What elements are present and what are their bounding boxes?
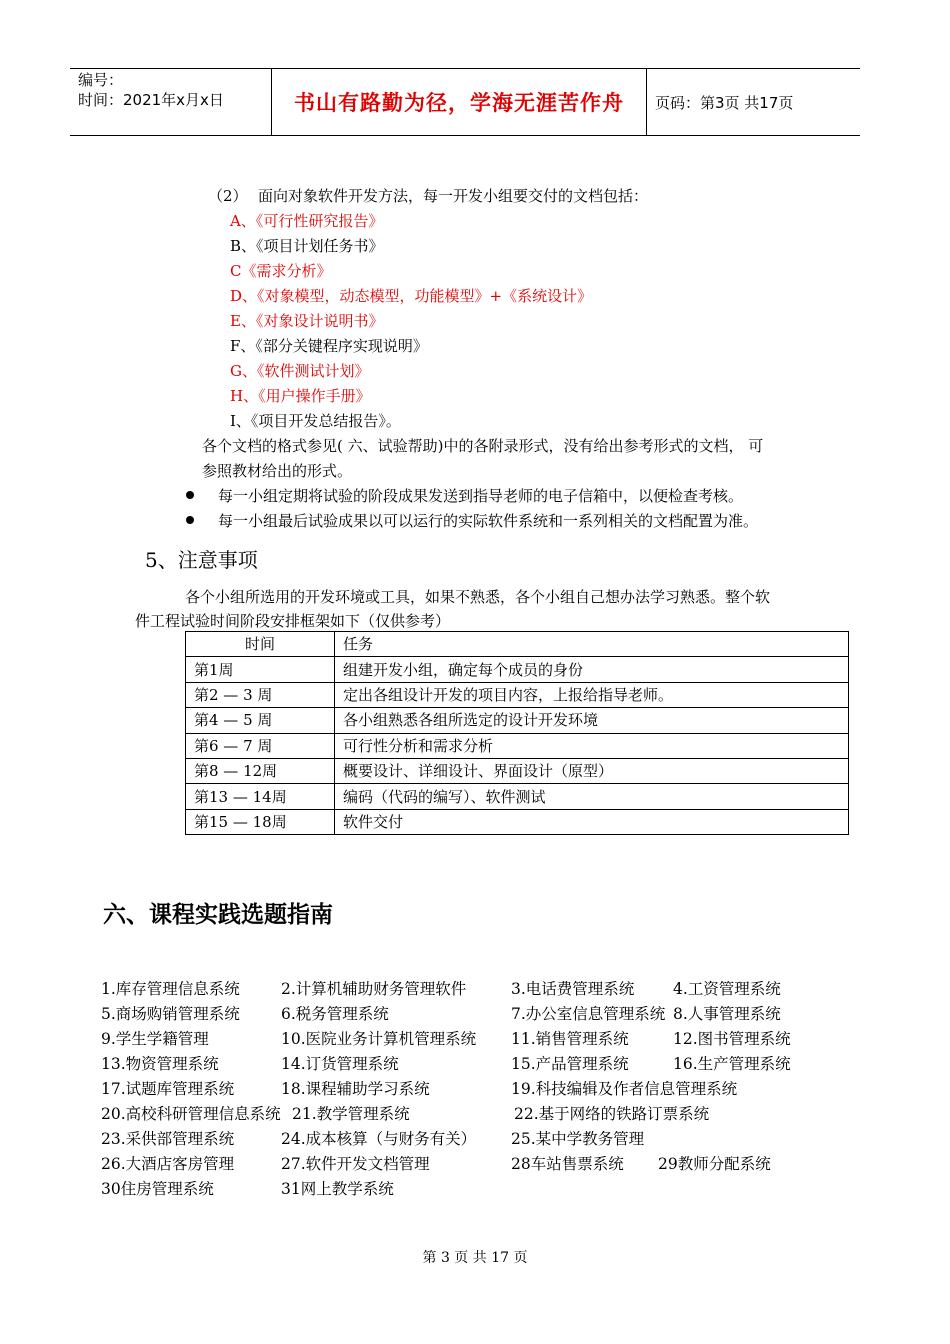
topic-item: 7.办公室信息管理系统 bbox=[511, 1005, 666, 1023]
table-cell-time: 第4 — 5 周 bbox=[186, 708, 335, 733]
table-cell-task: 组建开发小组，确定每个成员的身份 bbox=[335, 657, 849, 682]
topic-item: 13.物资管理系统 bbox=[101, 1055, 219, 1073]
table-header-time: 时间 bbox=[186, 632, 335, 657]
format-note-line-1: 各个文档的格式参见( 六、试验帮助)中的各附录形式，没有给出参考形式的文档， 可 bbox=[202, 437, 764, 455]
table-cell-task: 软件交付 bbox=[335, 809, 849, 834]
table-row bbox=[186, 708, 849, 733]
topic-item: 24.成本核算（与财务有关） bbox=[281, 1130, 477, 1148]
table-cell-time: 第1周 bbox=[186, 657, 335, 682]
doc-item-b: B、《项目计划任务书》 bbox=[230, 237, 384, 255]
doc-item-c: C《需求分析》 bbox=[230, 262, 332, 280]
doc-item-f: F、《部分关键程序实现说明》 bbox=[230, 337, 428, 355]
table-header-row bbox=[186, 632, 849, 657]
topic-item: 27.软件开发文档管理 bbox=[281, 1155, 430, 1173]
deliverables-intro: 面向对象软件开发方法，每一开发小组要交付的文档包括： bbox=[258, 187, 649, 205]
page-footer: 第 3 页 共 17 页 bbox=[422, 1250, 528, 1266]
table-cell-task: 各小组熟悉各组所选定的设计开发环境 bbox=[335, 708, 849, 733]
bullet-text: 每一小组定期将试验的阶段成果发送到指导老师的电子信箱中，以便检查考核。 bbox=[218, 487, 744, 505]
format-note-line-2: 参照教材给出的形式。 bbox=[202, 462, 353, 480]
table-cell-time: 第6 — 7 周 bbox=[186, 733, 335, 758]
table-cell-task: 编码（代码的编写）、软件测试 bbox=[335, 784, 849, 809]
table-row bbox=[186, 784, 849, 809]
table-cell-time: 第2 — 3 周 bbox=[186, 682, 335, 707]
table-cell-time: 第8 — 12周 bbox=[186, 758, 335, 783]
header-bottom-rule bbox=[70, 135, 860, 136]
topic-item: 1.库存管理信息系统 bbox=[101, 980, 240, 998]
topic-item: 3.电话费管理系统 bbox=[511, 980, 635, 998]
table-cell-time: 第13 — 14周 bbox=[186, 784, 335, 809]
topic-item: 29教师分配系统 bbox=[658, 1155, 771, 1173]
header-page-number: 页码：第3页 共17页 bbox=[655, 94, 794, 112]
topic-item: 18.课程辅助学习系统 bbox=[281, 1080, 430, 1098]
topic-item: 15.产品管理系统 bbox=[511, 1055, 629, 1073]
topic-item: 10.医院业务计算机管理系统 bbox=[281, 1030, 477, 1048]
header-divider-right bbox=[646, 68, 647, 135]
bullet-text: 每一小组最后试验成果以可以运行的实际软件系统和一系列相关的文档配置为准。 bbox=[218, 512, 759, 530]
topic-item: 11.销售管理系统 bbox=[511, 1030, 629, 1048]
topic-item: 26.大酒店客房管理 bbox=[101, 1155, 235, 1173]
topic-item: 25.某中学教务管理 bbox=[511, 1130, 645, 1148]
section-5-paragraph-line-2: 件工程试验时间阶段安排框架如下（仅供参考） bbox=[135, 612, 451, 630]
doc-item-a: A、《可行性研究报告》 bbox=[230, 212, 384, 230]
doc-item-e: E、《对象设计说明书》 bbox=[230, 312, 384, 330]
section-5-paragraph-line-1: 各个小组所选用的开发环境或工具，如果不熟悉，各个小组自己想办法学习熟悉。整个软 bbox=[185, 588, 771, 606]
table-cell-task: 可行性分析和需求分析 bbox=[335, 733, 849, 758]
bullet-dot-icon bbox=[186, 516, 194, 524]
topic-item: 21.教学管理系统 bbox=[292, 1105, 410, 1123]
topic-item: 12.图书管理系统 bbox=[673, 1030, 791, 1048]
doc-item-g: G、《软件测试计划》 bbox=[230, 362, 370, 380]
topic-item: 2.计算机辅助财务管理软件 bbox=[281, 980, 467, 998]
topic-item: 6.税务管理系统 bbox=[281, 1005, 389, 1023]
table-cell-task: 概要设计、详细设计、界面设计（原型） bbox=[335, 758, 849, 783]
table-row bbox=[186, 733, 849, 758]
table-row bbox=[186, 758, 849, 783]
header-meta bbox=[78, 70, 224, 110]
topic-item: 14.订货管理系统 bbox=[281, 1055, 399, 1073]
topic-item: 20.高校科研管理信息系统 bbox=[101, 1105, 281, 1123]
doc-item-h: H、《用户操作手册》 bbox=[230, 387, 371, 405]
topic-item: 17.试题库管理系统 bbox=[101, 1080, 235, 1098]
topic-item: 30住房管理系统 bbox=[101, 1180, 214, 1198]
topic-item: 22.基于网络的铁路订票系统 bbox=[514, 1105, 710, 1123]
header-time: 时间：2021年x月x日 bbox=[78, 91, 224, 109]
topic-item: 4.工资管理系统 bbox=[673, 980, 781, 998]
topic-item: 28车站售票系统 bbox=[511, 1155, 624, 1173]
table-row bbox=[186, 657, 849, 682]
bullet-dot-icon bbox=[186, 491, 194, 499]
schedule-table bbox=[185, 631, 849, 835]
topic-item: 16.生产管理系统 bbox=[673, 1055, 791, 1073]
table-cell-task: 定出各组设计开发的项目内容，上报给指导老师。 bbox=[335, 682, 849, 707]
topic-item: 23.采供部管理系统 bbox=[101, 1130, 235, 1148]
topic-item: 19.科技编辑及作者信息管理系统 bbox=[511, 1080, 738, 1098]
header-number: 编号： bbox=[78, 71, 124, 89]
deliverables-intro-number: （2） bbox=[208, 187, 248, 205]
topic-item: 31网上教学系统 bbox=[281, 1180, 394, 1198]
table-cell-time: 第15 — 18周 bbox=[186, 809, 335, 834]
doc-item-d: D、《对象模型，动态模型，功能模型》+《系统设计》 bbox=[230, 287, 593, 305]
header-motto: 书山有路勤为径，学海无涯苦作舟 bbox=[294, 90, 624, 115]
table-row bbox=[186, 809, 849, 834]
table-row bbox=[186, 682, 849, 707]
doc-item-i: I、《项目开发总结报告》。 bbox=[230, 412, 401, 430]
section-6-title: 六、课程实践选题指南 bbox=[103, 902, 333, 928]
topic-item: 8.人事管理系统 bbox=[673, 1005, 781, 1023]
section-5-title: 5、注意事项 bbox=[145, 548, 258, 572]
topic-item: 9.学生学籍管理 bbox=[101, 1030, 209, 1048]
table-header-task: 任务 bbox=[335, 632, 849, 657]
topic-item: 5.商场购销管理系统 bbox=[101, 1005, 240, 1023]
